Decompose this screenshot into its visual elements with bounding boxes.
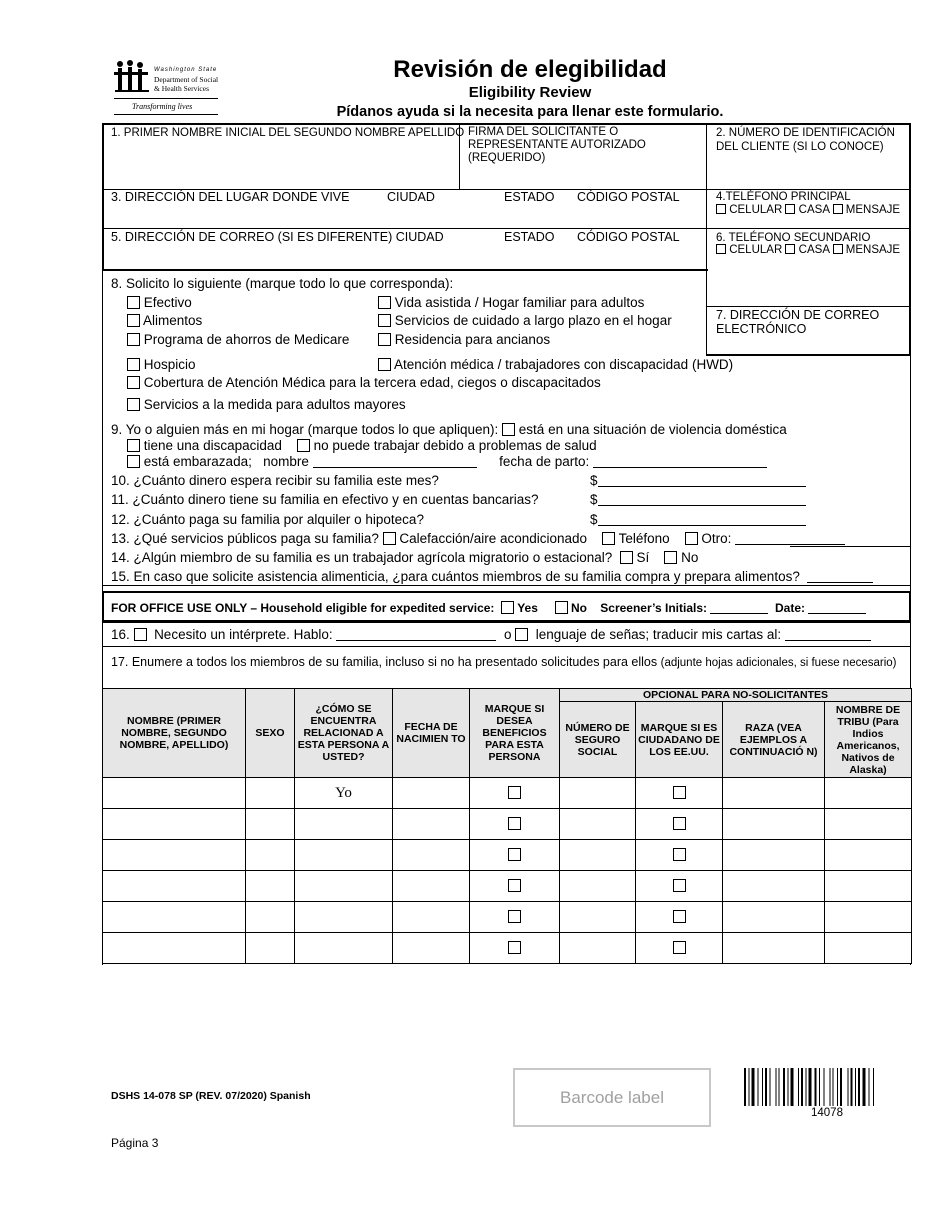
- member-citizen-checkbox[interactable]: [673, 910, 686, 923]
- org-line-1: Washington State: [154, 67, 218, 73]
- member-race-cell[interactable]: [723, 871, 825, 902]
- household-members-table: [102, 688, 912, 964]
- field-3-zip: CÓDIGO POSTAL: [577, 190, 680, 204]
- q14-label: 14. ¿Algún miembro de su familia es un trabajador agrícola migratorio o estacional?: [111, 550, 613, 565]
- member-sex-cell[interactable]: [246, 840, 295, 871]
- member-citizen-checkbox[interactable]: [673, 786, 686, 799]
- q11-label: 11. ¿Cuánto dinero tiene su familia en efectivo y en cuentas bancarias?: [111, 492, 539, 507]
- q16-interpreter-label: Necesito un intérprete. Hablo:: [154, 627, 333, 642]
- member-race-cell[interactable]: [723, 840, 825, 871]
- q9-dv-checkbox[interactable]: [502, 423, 515, 436]
- page-subtitle: Eligibility Review: [468, 84, 592, 101]
- table-row: [103, 778, 912, 809]
- q8-hospice-label: Hospicio: [143, 357, 196, 372]
- member-relation-cell[interactable]: [295, 933, 393, 964]
- q16-interpreter-checkbox[interactable]: [134, 628, 147, 641]
- member-sex-cell[interactable]: [246, 809, 295, 840]
- member-name-cell[interactable]: [103, 933, 246, 964]
- member-citizen-checkbox[interactable]: [673, 941, 686, 954]
- q8-medicare-label: Programa de ahorros de Medicare: [143, 332, 350, 347]
- q15-input[interactable]: [807, 571, 873, 583]
- member-benefits-checkbox[interactable]: [508, 910, 521, 923]
- member-name-cell[interactable]: [103, 778, 246, 809]
- office-date-input[interactable]: [808, 602, 866, 614]
- field-5-state: ESTADO: [504, 230, 555, 244]
- field-2-label-2: DEL CLIENTE (SI LO CONOCE): [716, 141, 884, 153]
- q14-no-checkbox[interactable]: [664, 551, 677, 564]
- member-race-cell[interactable]: [723, 902, 825, 933]
- q13-phone-label: Teléfono: [618, 531, 670, 546]
- member-dob-cell[interactable]: [393, 840, 470, 871]
- q14-no-label: No: [681, 550, 699, 565]
- help-text: Pídanos ayuda si la necesita para llenar este formulario.: [336, 104, 724, 120]
- office-yes-label: Yes: [517, 601, 538, 615]
- field-3-state: ESTADO: [504, 190, 555, 204]
- q9-name-label: nombre: [263, 454, 309, 469]
- q15-label: 15. En caso que solicite asistencia alimenticia, ¿para cuántos miembros de su familia compra y prepara alimentos?: [111, 569, 800, 584]
- q13-phone-checkbox[interactable]: [602, 532, 615, 545]
- q16-sign-checkbox[interactable]: [515, 628, 528, 641]
- field-3-label: 3. DIRECCIÓN DEL LUGAR DONDE VIVE: [111, 190, 350, 204]
- q8-title: 8. Solicito lo siguiente (marque todo lo que corresponda):: [111, 276, 454, 291]
- phone1-msg-label: MENSAJE: [845, 204, 901, 216]
- phone1-cell-checkbox[interactable]: [716, 204, 726, 214]
- q9-intro: 9. Yo o alguien más en mi hogar (marque todos lo que apliquen):: [111, 422, 499, 437]
- q17-paren: (adjunte hojas adicionales, si fuese necesario): [660, 657, 897, 669]
- q8-abd-label: Cobertura de Atención Médica para la tercera edad, ciegos o discapacitados: [143, 375, 601, 390]
- phone2-home-checkbox[interactable]: [785, 244, 795, 254]
- field-5-label: 5. DIRECCIÓN DE CORREO (SI ES DIFERENTE) CIUDAD: [111, 230, 444, 244]
- member-name-cell[interactable]: [103, 871, 246, 902]
- member-ssn-cell[interactable]: [560, 809, 636, 840]
- member-ssn-cell[interactable]: [560, 933, 636, 964]
- col-header-race: RAZA (VEA EJEMPLOS A CONTINUACIÓ N): [723, 702, 825, 778]
- member-relation-cell[interactable]: [295, 902, 393, 933]
- member-benefits-checkbox[interactable]: [508, 786, 521, 799]
- q10-label: 10. ¿Cuánto dinero espera recibir su familia este mes?: [111, 473, 439, 488]
- q16-sign-label: lenguaje de señas; traducir mis cartas al:: [535, 627, 782, 642]
- field-5-zip: CÓDIGO POSTAL: [577, 230, 680, 244]
- table-row: [103, 840, 912, 871]
- q8-longterm-label: Servicios de cuidado a largo plazo en el hogar: [394, 313, 672, 328]
- signature-label-3: (REQUERIDO): [468, 152, 546, 164]
- q16-letters-input[interactable]: [785, 629, 871, 641]
- q17-main: 17. Enumere a todos los miembros de su familia, incluso si no ha presentado solicitudes para ellos: [111, 655, 658, 669]
- q8-hwd-label: Atención médica / trabajadores con discapacidad (HWD): [394, 357, 734, 372]
- q8-medicare-checkbox[interactable]: [127, 333, 140, 346]
- q9-cantwork-label: no puede trabajar debido a problemas de salud: [313, 438, 597, 453]
- col-header-citizen: MARQUE SI ES CIUDADANO DE LOS EE.UU.: [636, 702, 723, 778]
- signature-label-1: FIRMA DEL SOLICITANTE O: [468, 126, 619, 138]
- q8-assisted-label: Vida asistida / Hogar familiar para adultos: [394, 295, 645, 310]
- field-7-label-2: ELECTRÓNICO: [716, 322, 807, 336]
- table-row: [103, 933, 912, 964]
- phone1-msg-checkbox[interactable]: [833, 204, 843, 214]
- q9-dv-label: está en una situación de violencia doméstica: [518, 422, 787, 437]
- phone2-home-label: CASA: [798, 244, 830, 256]
- member-race-cell[interactable]: [723, 933, 825, 964]
- q14-yes-label: Sí: [636, 550, 650, 565]
- member-relation-cell[interactable]: [295, 809, 393, 840]
- office-no-label: No: [570, 601, 587, 615]
- member-dob-cell[interactable]: [393, 809, 470, 840]
- member-ssn-cell[interactable]: [560, 871, 636, 902]
- member-tribe-cell[interactable]: [825, 871, 912, 902]
- q8-hospice-checkbox[interactable]: [127, 358, 140, 371]
- q9-due-label: fecha de parto:: [499, 454, 590, 469]
- q13-other-checkbox[interactable]: [685, 532, 698, 545]
- field-6-phone-types: [716, 244, 900, 257]
- barcode-label-box: Barcode label: [513, 1068, 711, 1127]
- field-4-phone-types: [716, 204, 900, 217]
- col-header-dob: FECHA DE NACIMIEN TO: [393, 689, 470, 778]
- q16-or: o: [503, 627, 512, 642]
- member-tribe-cell[interactable]: [825, 778, 912, 809]
- barcode-number: 14078: [811, 1107, 843, 1119]
- q9-name-input[interactable]: [313, 456, 477, 468]
- q14-yes-checkbox[interactable]: [620, 551, 633, 564]
- member-name-cell[interactable]: [103, 902, 246, 933]
- page-title: Revisión de elegibilidad: [393, 56, 667, 83]
- office-no-checkbox[interactable]: [555, 601, 568, 614]
- table-row: [103, 902, 912, 933]
- dshs-logo: [112, 58, 222, 118]
- q17-text: [111, 654, 901, 671]
- member-benefits-checkbox[interactable]: [508, 817, 521, 830]
- q16-language-input[interactable]: [336, 629, 496, 641]
- q9-pregnant-checkbox[interactable]: [127, 455, 140, 468]
- signature-label-2: REPRESENTANTE AUTORIZADO: [468, 139, 646, 151]
- member-benefits-checkbox[interactable]: [508, 879, 521, 892]
- q9-pregnant-label: está embarazada;: [143, 454, 252, 469]
- office-use-label: FOR OFFICE USE ONLY – Household eligible for expedited service:: [111, 601, 495, 615]
- member-ssn-cell[interactable]: [560, 778, 636, 809]
- phone2-msg-label: MENSAJE: [845, 244, 901, 256]
- field-3-city: CIUDAD: [387, 190, 435, 204]
- q13-other-input[interactable]: [735, 533, 845, 545]
- member-dob-cell[interactable]: [393, 902, 470, 933]
- col-header-tribe: NOMBRE DE TRIBU (Para Indios Americanos, Nativos de Alaska): [825, 702, 912, 778]
- member-relation-cell[interactable]: [295, 871, 393, 902]
- form-id: DSHS 14-078 SP (REV. 07/2020) Spanish: [111, 1090, 311, 1102]
- member-name-cell[interactable]: [103, 809, 246, 840]
- field-7-label-1: 7. DIRECCIÓN DE CORREO: [716, 308, 880, 322]
- q9-disability-label: tiene una discapacidad: [143, 438, 282, 453]
- member-dob-cell[interactable]: [393, 778, 470, 809]
- q10-input[interactable]: [598, 475, 806, 487]
- q8-nursing-checkbox[interactable]: [378, 333, 391, 346]
- q9-disability-checkbox[interactable]: [127, 439, 140, 452]
- member-relation-cell[interactable]: [295, 840, 393, 871]
- q16-num: 16.: [111, 627, 130, 642]
- q8-nursing-label: Residencia para ancianos: [394, 332, 551, 347]
- phone2-cell-label: CELULAR: [729, 244, 783, 256]
- q8-cash-label: Efectivo: [143, 295, 192, 310]
- member-citizen-checkbox[interactable]: [673, 817, 686, 830]
- col-header-ssn: NÚMERO DE SEGURO SOCIAL: [560, 702, 636, 778]
- q13-heat-checkbox[interactable]: [383, 532, 396, 545]
- screener-initials-input[interactable]: [710, 602, 768, 614]
- phone2-msg-checkbox[interactable]: [833, 244, 843, 254]
- member-tribe-cell[interactable]: [825, 809, 912, 840]
- field-6-label: 6. TELÉFONO SECUNDARIO: [716, 232, 871, 244]
- q8-tailored-label: Servicios a la medida para adultos mayores: [143, 397, 406, 412]
- screener-initials-label: Screener’s Initials:: [600, 601, 707, 615]
- q8-abd-checkbox[interactable]: [127, 376, 140, 389]
- q12-input[interactable]: [598, 514, 806, 526]
- member-benefits-checkbox[interactable]: [508, 941, 521, 954]
- table-row: [103, 871, 912, 902]
- member-sex-cell[interactable]: [246, 902, 295, 933]
- office-use-line: [111, 601, 866, 615]
- member-dob-cell[interactable]: [393, 933, 470, 964]
- q11-dollar: $: [590, 492, 598, 507]
- col-header-sex: SEXO: [246, 689, 295, 778]
- q11-input[interactable]: [598, 494, 806, 506]
- member-dob-cell[interactable]: [393, 871, 470, 902]
- col-header-relation: ¿CÓMO SE ENCUENTRA RELACIONAD A ESTA PERSONA A USTED?: [295, 689, 393, 778]
- q8-longterm-checkbox[interactable]: [378, 314, 391, 327]
- member-benefits-checkbox[interactable]: [508, 848, 521, 861]
- member-citizen-checkbox[interactable]: [673, 879, 686, 892]
- phone1-home-label: CASA: [798, 204, 830, 216]
- member-sex-cell[interactable]: [246, 933, 295, 964]
- q16-line: [111, 627, 871, 643]
- q8-food-label: Alimentos: [143, 313, 203, 328]
- q8-cash-checkbox[interactable]: [127, 296, 140, 309]
- q13-other-label: Otro:: [701, 531, 732, 546]
- office-yes-checkbox[interactable]: [501, 601, 514, 614]
- field-2-label-1: 2. NÚMERO DE IDENTIFICACIÓN: [716, 127, 895, 139]
- member-tribe-cell[interactable]: [825, 902, 912, 933]
- q8-assisted-checkbox[interactable]: [378, 296, 391, 309]
- phone2-cell-checkbox[interactable]: [716, 244, 726, 254]
- member-name-cell[interactable]: [103, 840, 246, 871]
- member-race-cell[interactable]: [723, 778, 825, 809]
- optional-header: OPCIONAL PARA NO-SOLICITANTES: [560, 689, 912, 702]
- q9-due-input[interactable]: [593, 456, 767, 468]
- member-citizen-checkbox[interactable]: [673, 848, 686, 861]
- member-sex-cell[interactable]: [246, 871, 295, 902]
- phone1-cell-label: CELULAR: [729, 204, 783, 216]
- member-ssn-cell[interactable]: [560, 840, 636, 871]
- page-number: Página 3: [111, 1136, 159, 1150]
- q8-hwd-checkbox[interactable]: [378, 358, 391, 371]
- q13-label: 13. ¿Qué servicios públicos paga su familia?: [111, 531, 379, 546]
- org-line-2: Department of Social: [154, 75, 219, 84]
- field-1-name-label: 1. PRIMER NOMBRE INICIAL DEL SEGUNDO NOMBRE APELLIDO: [111, 127, 465, 139]
- q8-food-checkbox[interactable]: [127, 314, 140, 327]
- org-line-3: & Health Services: [154, 84, 209, 93]
- q10-dollar: $: [590, 473, 598, 488]
- member-relation-cell: Yo: [295, 778, 393, 809]
- q12-dollar: $: [590, 512, 598, 527]
- q13-heat-label: Calefacción/aire acondicionado: [399, 531, 588, 546]
- member-tribe-cell[interactable]: [825, 840, 912, 871]
- office-date-label: Date:: [775, 601, 806, 615]
- tagline: Transforming lives: [132, 102, 193, 111]
- dshs-people-icon: [112, 58, 152, 98]
- q9-cantwork-checkbox[interactable]: [297, 439, 310, 452]
- field-4-label: 4.TELÉFONO PRINCIPAL: [716, 191, 851, 203]
- member-tribe-cell[interactable]: [825, 933, 912, 964]
- member-race-cell[interactable]: [723, 809, 825, 840]
- table-row: [103, 809, 912, 840]
- barcode-icon: [744, 1068, 910, 1106]
- q8-tailored-checkbox[interactable]: [127, 398, 140, 411]
- col-header-benefits: MARQUE SI DESEA BENEFICIOS PARA ESTA PERSONA: [470, 689, 560, 778]
- phone1-home-checkbox[interactable]: [785, 204, 795, 214]
- q12-label: 12. ¿Cuánto paga su familia por alquiler o hipoteca?: [111, 512, 424, 527]
- member-sex-cell[interactable]: [246, 778, 295, 809]
- col-header-name: NOMBRE (PRIMER NOMBRE, SEGUNDO NOMBRE, APELLIDO): [103, 689, 246, 778]
- member-ssn-cell[interactable]: [560, 902, 636, 933]
